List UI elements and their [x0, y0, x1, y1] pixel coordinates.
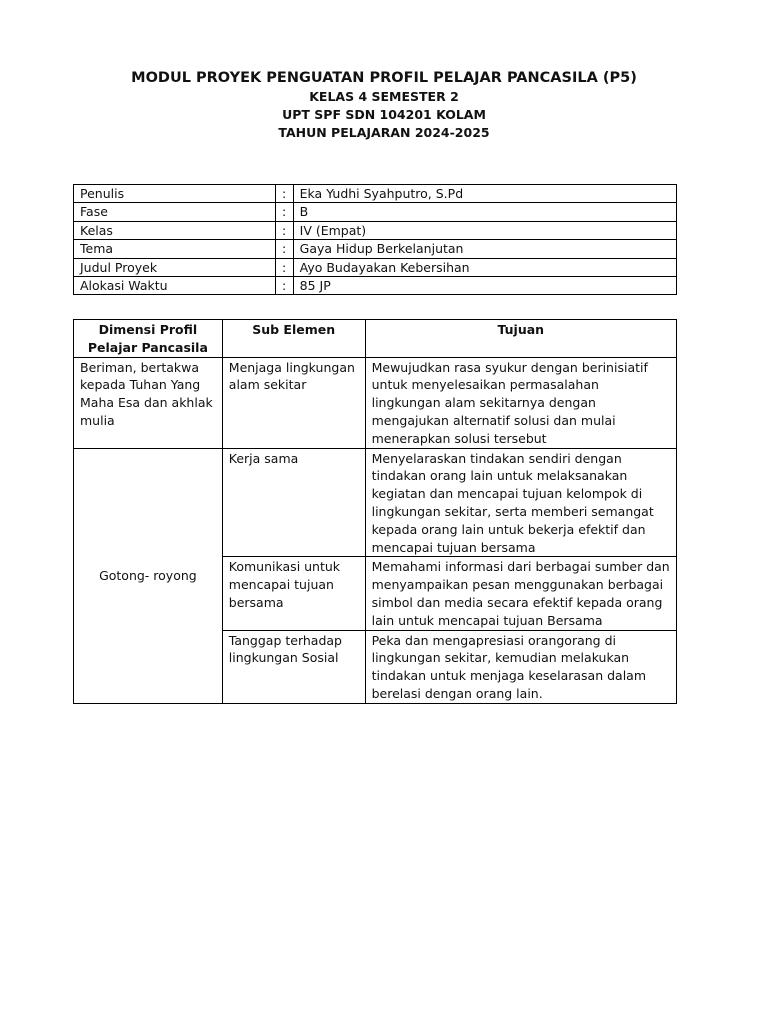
goal-cell: Memahami informasi dari berbagai sumber dan menyampaikan pesan menggunakan berbagai simbol dan media secara efektif kepada orang lain untuk mencapai tujuan Bersama: [365, 557, 676, 630]
info-colon: :: [275, 258, 293, 276]
info-row: [74, 221, 677, 239]
info-label: Tema: [74, 240, 276, 258]
dimension-cell: Beriman, bertakwa kepada Tuhan Yang Maha Esa dan akhlak mulia: [74, 357, 223, 448]
info-value: Gaya Hidup Berkelanjutan: [293, 240, 676, 258]
info-colon: :: [275, 185, 293, 203]
sub-element-cell: Menjaga lingkungan alam sekitar: [222, 357, 365, 448]
info-row: [74, 258, 677, 276]
info-row: [74, 276, 677, 294]
info-colon: :: [275, 240, 293, 258]
info-colon: :: [275, 276, 293, 294]
info-label: Fase: [74, 203, 276, 221]
info-label: Penulis: [74, 185, 276, 203]
info-label: Kelas: [74, 221, 276, 239]
info-colon: :: [275, 221, 293, 239]
info-row: [74, 203, 677, 221]
class-semester: KELAS 4 SEMESTER 2: [309, 89, 459, 104]
info-row: [74, 240, 677, 258]
goal-cell: Peka dan mengapresiasi orangorang di lingkungan sekitar, kemudian melakukan tindakan untuk menjaga keselarasan dalam berelasi dengan orang lain.: [365, 630, 676, 703]
info-value: Eka Yudhi Syahputro, S.Pd: [293, 185, 676, 203]
header-sub-element: Sub Elemen: [222, 320, 365, 358]
goal-cell: Menyelaraskan tindakan sendiri dengan tindakan orang lain untuk melaksanakan kegiatan dan mencapai tujuan kelompok di lingkungan sekitar, serta memberi semangat kepada orang lain untuk bekerja efektif dan mencapai tujuan bersama: [365, 448, 676, 557]
dimension-cell: Gotong- royong: [74, 448, 223, 703]
academic-year: TAHUN PELAJARAN 2024-2025: [278, 125, 490, 140]
document-header: [0, 68, 768, 142]
info-value: IV (Empat): [293, 221, 676, 239]
school-name: UPT SPF SDN 104201 KOLAM: [282, 107, 486, 122]
info-value: B: [293, 203, 676, 221]
sub-element-cell: Tanggap terhadap lingkungan Sosial: [222, 630, 365, 703]
header-dimension: Dimensi Profil Pelajar Pancasila: [74, 320, 223, 358]
table-row: [74, 448, 677, 557]
goal-cell: Mewujudkan rasa syukur dengan berinisiatif untuk menyelesaikan permasalahan lingkungan alam sekitarnya dengan mengajukan alternatif solusi dan mulai menerapkan solusi tersebut: [365, 357, 676, 448]
info-label: Judul Proyek: [74, 258, 276, 276]
info-label: Alokasi Waktu: [74, 276, 276, 294]
table-row: [74, 357, 677, 448]
sub-element-cell: Komunikasi untuk mencapai tujuan bersama: [222, 557, 365, 630]
info-colon: :: [275, 203, 293, 221]
info-table: [73, 184, 677, 295]
info-value: 85 JP: [293, 276, 676, 294]
info-value: Ayo Budayakan Kebersihan: [293, 258, 676, 276]
info-row: [74, 185, 677, 203]
table-header-row: [74, 320, 677, 358]
dimension-table: [73, 319, 677, 704]
sub-element-cell: Kerja sama: [222, 448, 365, 557]
document-title: MODUL PROYEK PENGUATAN PROFIL PELAJAR PANCASILA (P5): [131, 70, 637, 86]
header-goal: Tujuan: [365, 320, 676, 358]
